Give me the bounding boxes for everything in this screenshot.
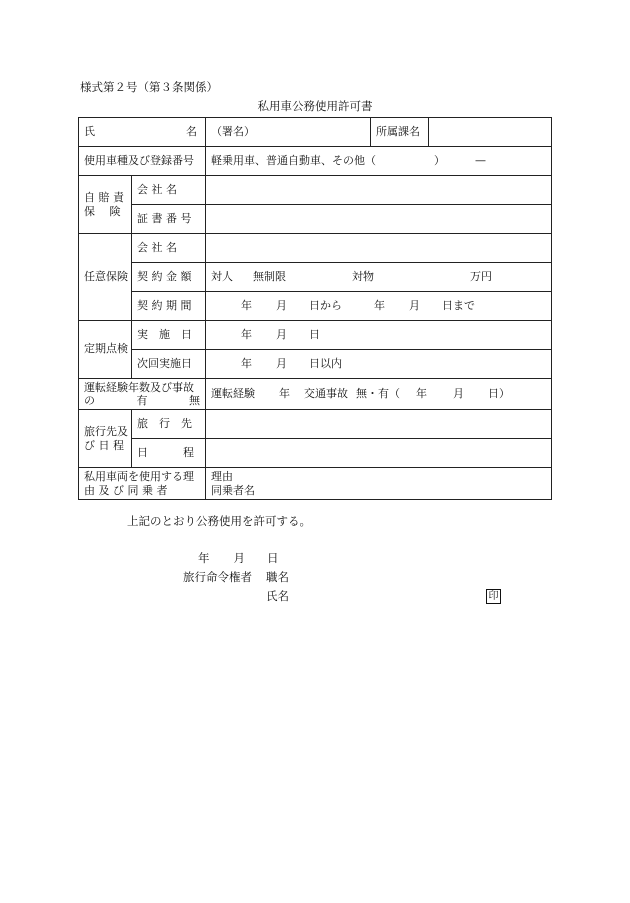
permit-statement: 上記のとおり公務使用を許可する。 xyxy=(127,514,311,528)
accident-year: 年 xyxy=(416,386,427,400)
travel-destination-label: 旅 行 先 xyxy=(137,416,192,430)
inspection-next-label-cell xyxy=(132,350,206,379)
seal-mark: 印 xyxy=(486,589,501,604)
period-end-year: 年 xyxy=(374,298,385,312)
signature-label: （署名） xyxy=(211,124,255,138)
travel-label-line1: 旅行先及 xyxy=(84,425,128,439)
experience-field[interactable] xyxy=(206,379,552,410)
liability-company-field[interactable] xyxy=(206,176,552,205)
liability-label-cell xyxy=(79,176,132,234)
amount-unlimited: 無制限 xyxy=(253,269,286,283)
period-start-year: 年 xyxy=(241,298,252,312)
amount-person-label: 対人 xyxy=(211,269,233,283)
document-title: 私用車公務使用許可書 xyxy=(257,99,373,113)
dept-field[interactable] xyxy=(429,118,552,147)
inspection-next-field[interactable] xyxy=(206,350,552,379)
voluntary-company-label: 会 社 名 xyxy=(137,240,177,254)
name-label-last: 名 xyxy=(186,124,197,138)
vehicle-field[interactable] xyxy=(206,147,552,176)
experience-years-label: 運転経験 xyxy=(211,386,255,400)
voluntary-company-field[interactable] xyxy=(206,234,552,263)
signature-field[interactable] xyxy=(206,118,371,147)
permit-form-table xyxy=(78,117,552,500)
period-start-month: 月 xyxy=(276,298,287,312)
vehicle-label-cell xyxy=(79,147,206,176)
row-reason xyxy=(79,468,552,500)
done-day: 日 xyxy=(309,327,320,341)
next-month: 月 xyxy=(276,356,287,370)
row-voluntary-period xyxy=(79,292,552,321)
dept-label-cell xyxy=(371,118,429,147)
accident-month: 月 xyxy=(453,386,464,400)
next-within: 日以内 xyxy=(309,356,342,370)
amount-yen-unit: 万円 xyxy=(470,269,492,283)
voluntary-period-label-cell xyxy=(132,292,206,321)
experience-year-unit: 年 xyxy=(279,386,290,400)
travel-label-line2: び 日 程 xyxy=(84,438,124,452)
inspection-done-label-cell xyxy=(132,321,206,350)
inspection-done-label: 実 施 日 xyxy=(137,327,192,341)
inspection-label: 定期点検 xyxy=(84,342,128,356)
row-name xyxy=(79,118,552,147)
row-voluntary-amount xyxy=(79,263,552,292)
travel-destination-field[interactable] xyxy=(206,410,552,439)
travel-schedule-label-cell xyxy=(132,439,206,468)
vehicle-types: 軽乗用車、普通自動車、その他（ xyxy=(211,153,376,167)
reason-field[interactable] xyxy=(206,468,552,500)
accident-yes-no: 無・有（ xyxy=(356,386,400,400)
row-inspection-done xyxy=(79,321,552,350)
permit-date-day: 日 xyxy=(267,551,279,565)
liability-label-line2: 保 険 xyxy=(84,204,121,218)
voluntary-period-label: 契 約 期 間 xyxy=(137,298,192,312)
period-start-from: 日から xyxy=(309,298,342,312)
period-end-month: 月 xyxy=(409,298,420,312)
done-month: 月 xyxy=(276,327,287,341)
voluntary-label: 任意保険 xyxy=(84,269,128,283)
inspection-next-label: 次回実施日 xyxy=(137,356,192,370)
row-travel-destination xyxy=(79,410,552,439)
vehicle-label: 使用車種及び登録番号 xyxy=(84,153,194,167)
inspection-done-field[interactable] xyxy=(206,321,552,350)
permit-date xyxy=(198,553,279,565)
travel-schedule-label-b: 程 xyxy=(183,445,194,459)
liability-company-label-cell xyxy=(132,176,206,205)
name-label-cell xyxy=(79,118,206,147)
experience-label-line1: 運転経験年数及び事故 xyxy=(84,380,194,394)
dept-label: 所属課名 xyxy=(376,124,420,138)
row-inspection-next xyxy=(79,350,552,379)
vehicle-dash: — xyxy=(475,153,486,167)
inspection-label-cell xyxy=(79,321,132,379)
travel-schedule-field[interactable] xyxy=(206,439,552,468)
experience-label-yes: 有 xyxy=(136,394,148,407)
travel-label-cell xyxy=(79,410,132,468)
voluntary-amount-label-cell xyxy=(132,263,206,292)
row-liability-company xyxy=(79,176,552,205)
amount-property-label: 対物 xyxy=(352,269,374,283)
next-year: 年 xyxy=(241,356,252,370)
done-year: 年 xyxy=(241,327,252,341)
experience-label-no: の xyxy=(84,394,95,407)
voluntary-period-field[interactable] xyxy=(206,292,552,321)
voluntary-amount-label: 契 約 金 額 xyxy=(137,269,192,283)
authority-post-label: 職名 xyxy=(266,570,289,584)
travel-order-authority: 旅行命令権者 xyxy=(183,570,252,584)
name-label-first: 氏 xyxy=(84,124,95,138)
experience-label-none: 無 xyxy=(189,394,200,407)
experience-label-cell xyxy=(79,379,206,410)
liability-label-line1: 自 賠 責 xyxy=(84,191,124,205)
accident-label: 交通事故 xyxy=(304,386,348,400)
form-reference: 様式第２号（第３条関係） xyxy=(80,80,218,94)
voluntary-amount-field[interactable] xyxy=(206,263,552,292)
liability-certificate-label-cell xyxy=(132,205,206,234)
authority-name-label: 氏名 xyxy=(266,589,289,603)
accident-day: 日） xyxy=(488,386,510,400)
row-voluntary-company xyxy=(79,234,552,263)
vehicle-close-paren: ） xyxy=(434,153,445,167)
permit-date-month: 月 xyxy=(233,551,245,565)
liability-certificate-field[interactable] xyxy=(206,205,552,234)
permit-date-year: 年 xyxy=(198,551,210,565)
travel-schedule-label-a: 日 xyxy=(137,445,148,459)
reason-label-cell xyxy=(79,468,206,500)
reason-label-line2: 由 及 び 同 乗 者 xyxy=(84,483,168,497)
liability-company-label: 会 社 名 xyxy=(137,182,177,196)
row-travel-schedule xyxy=(79,439,552,468)
voluntary-label-cell xyxy=(79,234,132,321)
passenger-label: 同乗者名 xyxy=(211,483,255,497)
reason-label-line1: 私用車両を使用する理 xyxy=(84,470,194,484)
voluntary-company-label-cell xyxy=(132,234,206,263)
period-end-until: 日まで xyxy=(442,298,475,312)
liability-certificate-label: 証 書 番 号 xyxy=(137,211,192,225)
travel-destination-label-cell xyxy=(132,410,206,439)
reason-label: 理由 xyxy=(211,470,233,484)
row-liability-certificate xyxy=(79,205,552,234)
row-experience xyxy=(79,379,552,410)
row-vehicle xyxy=(79,147,552,176)
